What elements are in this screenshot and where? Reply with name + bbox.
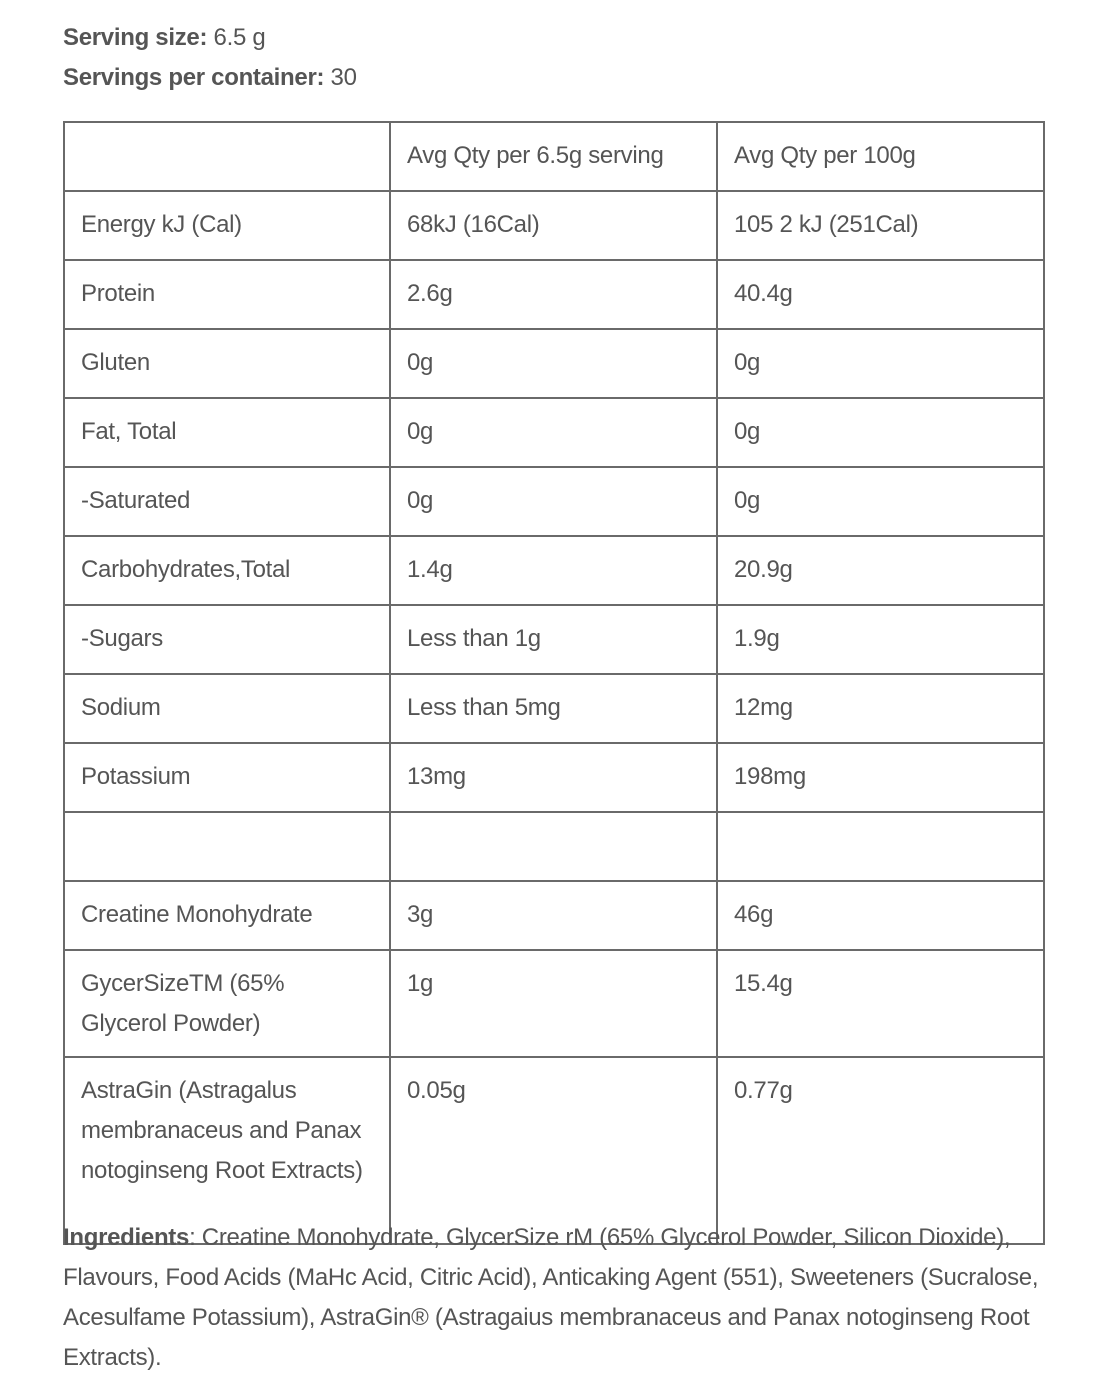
per-serving-value: Less than 5mg <box>390 674 717 743</box>
nutrient-name: Protein <box>64 260 390 329</box>
per-serving-value: 0g <box>390 467 717 536</box>
nutrient-name: -Sugars <box>64 605 390 674</box>
nutrient-name: Carbohydrates,Total <box>64 536 390 605</box>
table-row <box>64 329 1044 398</box>
ingredients-paragraph <box>63 1218 1043 1378</box>
per-100g-value: 20.9g <box>717 536 1044 605</box>
table-row <box>64 398 1044 467</box>
per-serving-value: 0g <box>390 329 717 398</box>
nutrient-name: Energy kJ (Cal) <box>64 191 390 260</box>
ingredients-label: Ingredients <box>63 1224 190 1251</box>
per-100g-value: 198mg <box>717 743 1044 812</box>
table-row <box>64 674 1044 743</box>
empty-cell <box>390 812 717 881</box>
serving-size-value: 6.5 g <box>207 24 266 51</box>
header-cell-per-serving: Avg Qty per 6.5g serving <box>390 122 717 191</box>
table-row <box>64 536 1044 605</box>
table-row <box>64 605 1044 674</box>
per-serving-value: 0.05g <box>390 1057 717 1244</box>
per-serving-value: 2.6g <box>390 260 717 329</box>
per-100g-value: 15.4g <box>717 950 1044 1057</box>
table-row <box>64 743 1044 812</box>
empty-cell <box>64 812 390 881</box>
per-100g-value: 105 2 kJ (251Cal) <box>717 191 1044 260</box>
table-row <box>64 881 1044 950</box>
servings-per-container-line <box>63 58 357 98</box>
table-row <box>64 260 1044 329</box>
per-serving-value: 0g <box>390 398 717 467</box>
serving-info <box>63 18 357 98</box>
nutrient-name: GycerSizeTM (65% Glycerol Powder) <box>64 950 390 1057</box>
per-100g-value: 46g <box>717 881 1044 950</box>
header-cell-per-100g: Avg Qty per 100g <box>717 122 1044 191</box>
per-serving-value: 1g <box>390 950 717 1057</box>
per-serving-value: 3g <box>390 881 717 950</box>
per-serving-value: 1.4g <box>390 536 717 605</box>
per-serving-value: 13mg <box>390 743 717 812</box>
per-100g-value: 0g <box>717 398 1044 467</box>
serving-size-label: Serving size: <box>63 24 208 51</box>
table-row <box>64 191 1044 260</box>
per-100g-value: 1.9g <box>717 605 1044 674</box>
nutrient-name: -Saturated <box>64 467 390 536</box>
table-row <box>64 467 1044 536</box>
nutrition-table <box>63 121 1045 1245</box>
per-100g-value: 0g <box>717 329 1044 398</box>
table-row <box>64 1057 1044 1244</box>
nutrient-name: Sodium <box>64 674 390 743</box>
table-header-row <box>64 122 1044 191</box>
table-row-empty <box>64 812 1044 881</box>
per-100g-value: 12mg <box>717 674 1044 743</box>
per-100g-value: 0.77g <box>717 1057 1044 1244</box>
nutrient-name: Gluten <box>64 329 390 398</box>
per-serving-value: Less than 1g <box>390 605 717 674</box>
table-row <box>64 950 1044 1057</box>
nutrient-name: Potassium <box>64 743 390 812</box>
per-100g-value: 40.4g <box>717 260 1044 329</box>
nutrient-name: Creatine Monohydrate <box>64 881 390 950</box>
servings-per-container-label: Servings per container: <box>63 64 325 91</box>
serving-size-line <box>63 18 357 58</box>
nutrient-name: Fat, Total <box>64 398 390 467</box>
per-serving-value: 68kJ (16Cal) <box>390 191 717 260</box>
empty-cell <box>717 812 1044 881</box>
header-cell-empty <box>64 122 390 191</box>
servings-per-container-value: 30 <box>324 64 357 91</box>
per-100g-value: 0g <box>717 467 1044 536</box>
ingredients-text: : Creatine Monohydrate, GlycerSize rM (65% Glycerol Powder, Silicon Dioxide), Flavours, Food Acids (MaHc Acid, Citric Acid), Anticaking Agent (551), Sweeteners (Sucralose, Acesulfame Potassium), AstraGin® (Astragaius membranaceus and Panax notoginseng Root Extracts). <box>63 1224 1039 1371</box>
nutrient-name: AstraGin (Astragalus membranaceus and Panax notoginseng Root Extracts) <box>64 1057 390 1244</box>
